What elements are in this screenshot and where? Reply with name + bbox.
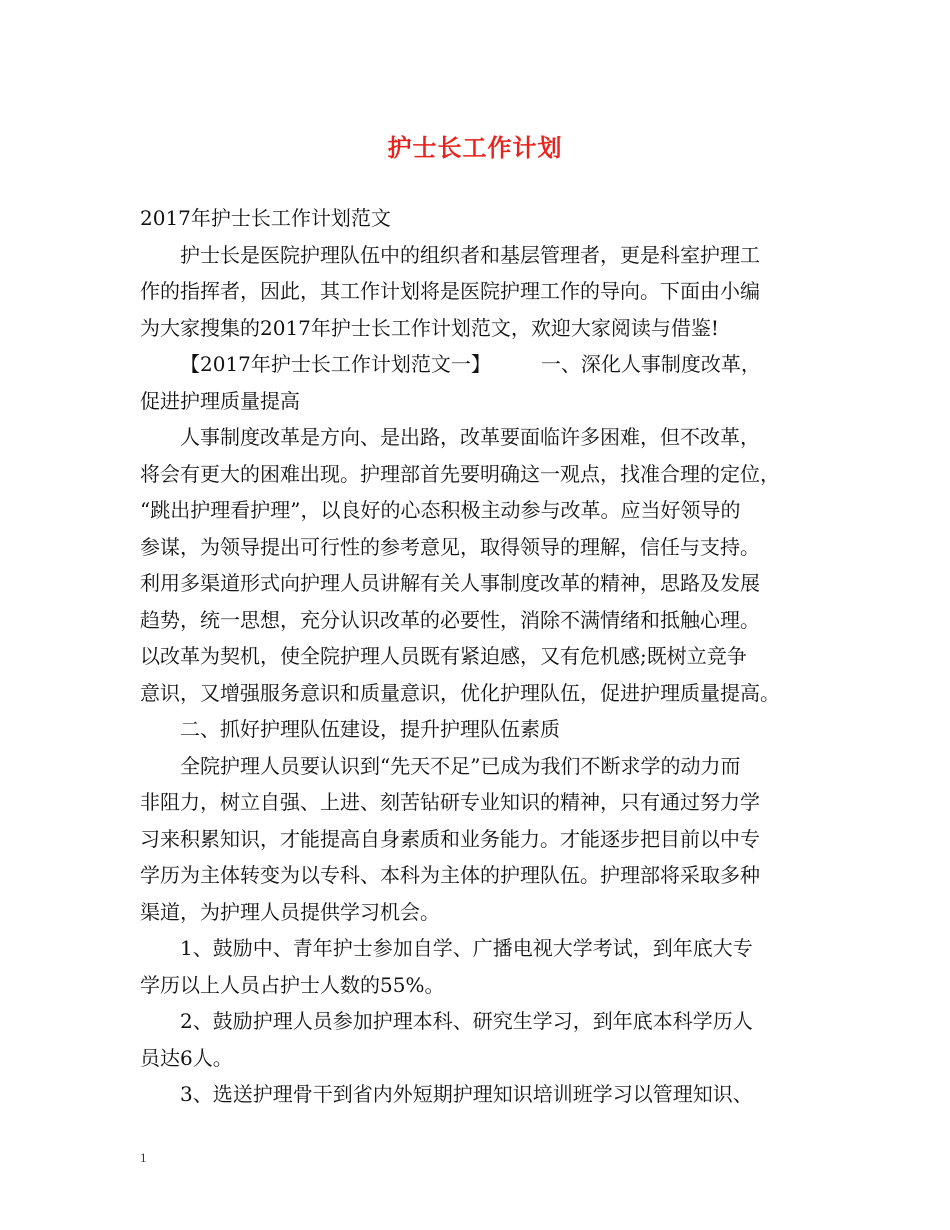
paragraph-line: 参谋，为领导提出可行性的参考意见，取得领导的理解，信任与支持。 xyxy=(140,534,760,559)
paragraph-line: 习来积累知识，才能提高自身素质和业务能力。才能逐步把目前以中专 xyxy=(140,826,760,851)
section-heading-line: 二、抓好护理队伍建设，提升护理队伍素质 xyxy=(180,717,560,741)
page-number: 1 xyxy=(140,1150,147,1165)
paragraph-line: 全院护理人员要认识到“先天不足”已成为我们不断求学的动力而 xyxy=(180,753,741,778)
paragraph-line: “跳出护理看护理”，以良好的心态积极主动参与改革。应当好领导的 xyxy=(140,498,741,522)
subtitle-line: 2017年护士长工作计划范文 xyxy=(140,206,391,230)
list-item-line: 1、鼓励中、青年护士参加自学、广播电视大学考试，到年底大专 xyxy=(180,936,753,960)
paragraph-line: 趋势，统一思想，充分认识改革的必要性，消除不满情绪和抵触心理。 xyxy=(140,607,760,632)
paragraph-line: 为大家搜集的2017年护士长工作计划范文，欢迎大家阅读与借鉴! xyxy=(140,315,719,340)
list-item-line: 3、选送护理骨干到省内外短期护理知识培训班学习以管理知识、 xyxy=(180,1082,753,1106)
paragraph-line: 以改革为契机，使全院护理人员既有紧迫感，又有危机感;既树立竞争 xyxy=(140,644,747,668)
paragraph-line: 渠道，为护理人员提供学习机会。 xyxy=(140,899,440,924)
paragraph-line: 将会有更大的困难出现。护理部首先要明确这一观点，找准合理的定位， xyxy=(140,461,780,486)
paragraph-line: 非阻力，树立自强、上进、刻苦钻研专业知识的精神，只有通过努力学 xyxy=(140,790,760,814)
list-item-line: 2、鼓励护理人员参加护理本科、研究生学习，到年底本科学历人 xyxy=(180,1009,753,1033)
paragraph-line: 护士长是医院护理队伍中的组织者和基层管理者，更是科室护理工 xyxy=(180,242,760,267)
section-heading-line: 【2017年护士长工作计划范文一】 一、深化人事制度改革， xyxy=(180,352,761,376)
document-body xyxy=(140,200,810,1113)
paragraph-line: 意识，又增强服务意识和质量意识，优化护理队伍，促进护理质量提高。 xyxy=(140,680,780,705)
list-item-line: 学历以上人员占护士人数的55%。 xyxy=(140,972,445,997)
paragraph-line: 人事制度改革是方向、是出路，改革要面临许多困难，但不改革， xyxy=(180,425,760,449)
section-heading-line: 促进护理质量提高 xyxy=(140,388,300,413)
paragraph-line: 作的指挥者，因此，其工作计划将是医院护理工作的导向。下面由小编 xyxy=(140,279,760,303)
document-title: 护士长工作计划 xyxy=(387,133,563,162)
paragraph-line: 利用多渠道形式向护理人员讲解有关人事制度改革的精神，思路及发展 xyxy=(140,571,760,595)
list-item-line: 员达6人。 xyxy=(140,1045,233,1070)
paragraph-line: 学历为主体转变为以专科、本科为主体的护理队伍。护理部将采取多种 xyxy=(140,863,760,887)
